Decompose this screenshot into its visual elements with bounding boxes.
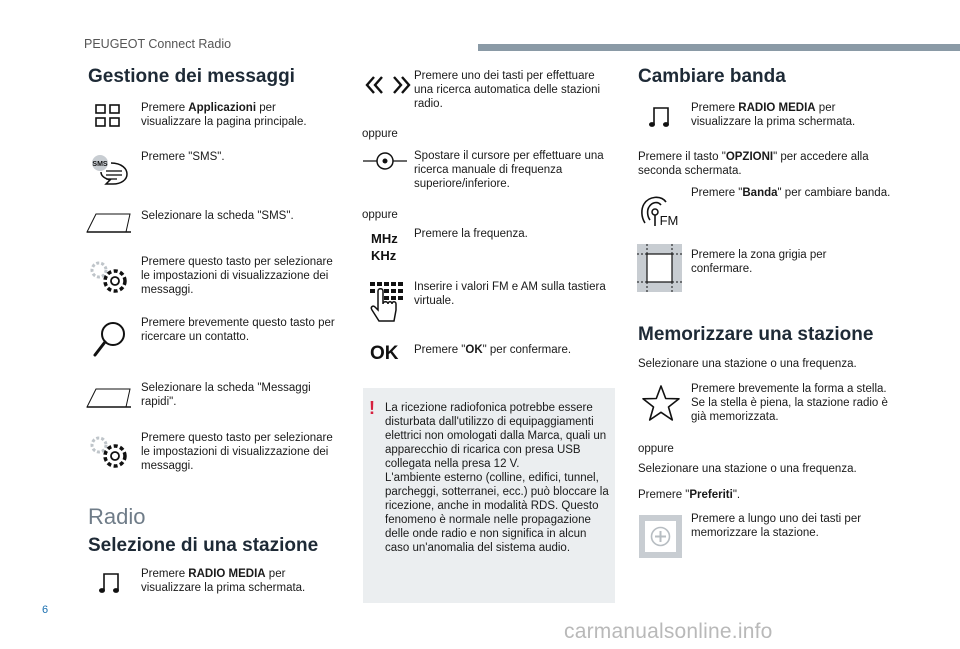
slider-cursor-icon <box>362 151 408 171</box>
heading-cambiare-banda: Cambiare banda <box>638 66 786 87</box>
fm-label: FM <box>659 213 679 227</box>
music-note-icon-2 <box>648 105 672 129</box>
step-impostazioni-1: Premere questo tasto per selezionare le impostazioni di visualizzazione dei messaggi. <box>141 256 333 296</box>
band-step-banda: Premere "Banda" per cambiare banda. <box>691 187 891 199</box>
keypad-touch-icon <box>366 280 406 324</box>
step-radio-media: Premere RADIO MEDIA per visualizzare la prima schermata. <box>141 568 306 594</box>
fm-band-icon <box>640 193 682 227</box>
step-ok: Premere "OK" per confermare. <box>414 344 572 356</box>
mem-step-preferiti: Premere a lungo uno dei tasti per memorizzare la stazione. <box>691 513 862 539</box>
step-tastiera: Inserire i valori FM e AM sulla tastiera virtuale. <box>414 281 606 307</box>
step-sms: Premere "SMS". <box>141 151 225 163</box>
sms-badge-text: SMS <box>92 161 108 168</box>
frequency-units-icon <box>371 230 398 264</box>
tab-icon-2 <box>86 387 132 409</box>
oppure-2: oppure <box>362 209 398 221</box>
warning-mark-icon: ! <box>369 398 375 418</box>
running-header: PEUGEOT Connect Radio <box>84 37 232 51</box>
add-preset-icon <box>639 515 682 558</box>
step-scheda-sms: Selezionare la scheda "SMS". <box>141 210 294 222</box>
search-icon <box>92 321 128 357</box>
mem-para-selezionare: Selezionare una stazione o una frequenza. <box>638 358 857 370</box>
add-preset-plus <box>639 515 682 558</box>
heading-gestione-messaggi: Gestione dei messaggi <box>88 66 295 87</box>
step-ricerca-manuale: Spostare il cursore per effettuare una ricerca manuale di frequenza superiore/inferiore. <box>414 150 604 190</box>
oppure-1: oppure <box>362 128 398 140</box>
step-ricerca-contatto: Premere brevemente questo tasto per ricercare un contatto. <box>141 317 335 343</box>
step-messaggi-rapidi: Selezionare la scheda "Messaggi rapidi". <box>141 382 311 408</box>
grey-zone-icon <box>637 244 682 292</box>
step-applicazioni: Premere Applicazioni per visualizzare la pagina principale. <box>141 102 307 128</box>
mem-para-selezionare-2: Selezionare una stazione o una frequenza. <box>638 463 857 475</box>
step-ricerca-automatica: Premere uno dei tasti per effettuare una ricerca automatica delle stazioni radio. <box>414 70 601 110</box>
warning-text: La ricezione radiofonica potrebbe essere disturbata dall'utilizzo di equipaggiamenti elettrici non omologati dalla Marca, quali un apparecchio di ricarica con presa USB collegata nella presa 12 V. L'ambiente esterno (colline, edifici, tunnel, parcheggi, sotterranei, ecc.) può bloccare la ricezione, anche in modalità RDS. Questo fenomeno è normale nelle propagazione delle onde radio e non significa in alcun caso un'anomalia del sistema audio. <box>385 402 609 554</box>
settings-gears-icon <box>88 259 130 297</box>
oppure-3: oppure <box>638 443 674 455</box>
step-frequenza: Premere la frequenza. <box>414 228 528 240</box>
tab-icon <box>86 212 132 234</box>
ok-button-icon: OK <box>370 343 399 364</box>
page-number: 6 <box>42 604 49 616</box>
sms-chat-icon <box>89 154 129 188</box>
section-title-radio: Radio <box>88 504 146 529</box>
mhz-label: MHz <box>371 231 398 246</box>
settings-gears-icon-2 <box>88 434 130 472</box>
heading-memorizzare: Memorizzare una stazione <box>638 324 874 345</box>
star-icon <box>641 384 681 422</box>
khz-label: KHz <box>371 248 397 263</box>
music-note-icon <box>98 571 122 595</box>
band-para-opzioni: Premere il tasto "OPZIONI" per accedere alla seconda schermata. <box>638 151 869 177</box>
step-impostazioni-2: Premere questo tasto per selezionare le impostazioni di visualizzazione dei messaggi. <box>141 432 333 472</box>
band-step-zona-grigia: Premere la zona grigia per confermare. <box>691 249 827 275</box>
watermark: carmanualsonline.info <box>564 620 773 643</box>
apps-grid-icon <box>95 104 121 128</box>
mem-step-stella: Premere brevemente la forma a stella. Se la stella è piena, la stazione radio è già memorizzata. <box>691 383 888 423</box>
band-step-radio-media: Premere RADIO MEDIA per visualizzare la prima schermata. <box>691 102 856 128</box>
heading-selezione-stazione: Selezione di una stazione <box>88 535 319 556</box>
grey-zone-lines <box>637 244 682 292</box>
seek-arrows-icon <box>365 74 411 96</box>
header-bar <box>478 44 960 51</box>
mem-para-preferiti: Premere "Preferiti". <box>638 489 741 501</box>
